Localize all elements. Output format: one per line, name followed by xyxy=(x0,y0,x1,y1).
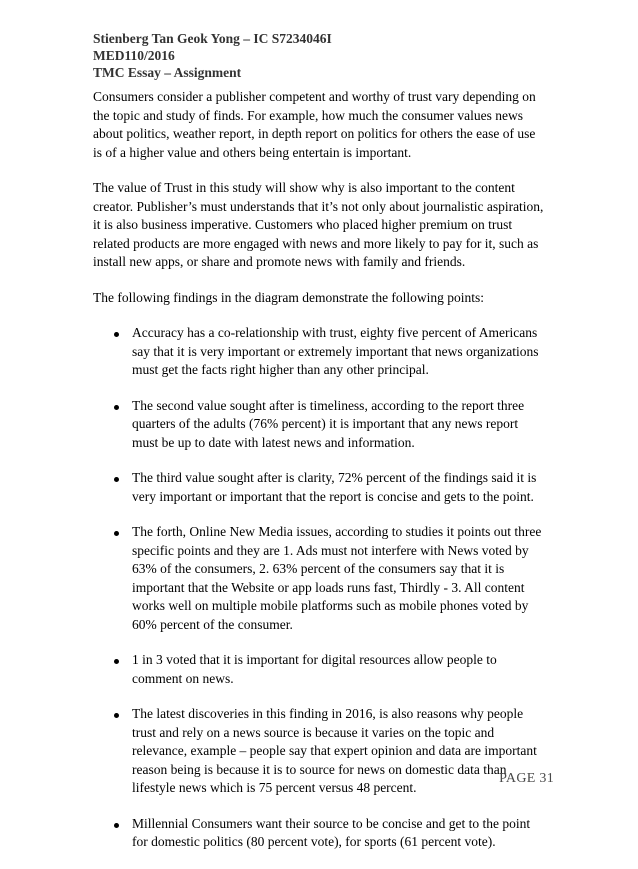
list-item xyxy=(93,815,545,852)
bullet-icon xyxy=(114,477,119,482)
list-item-text: Accuracy has a co-relationship with trust, eighty five percent of Americans say that it is very important or extremely important that news organizations must get the facts right higher than any other principal. xyxy=(132,325,539,377)
list-item-text: The third value sought after is clarity, 72% percent of the findings said it is very important or important that the report is concise and gets to the point. xyxy=(132,470,537,504)
bullet-icon xyxy=(114,531,119,536)
list-item xyxy=(93,705,545,798)
bullet-icon xyxy=(114,405,119,410)
list-item xyxy=(93,651,545,688)
paragraph-findings-lead: The following findings in the diagram demonstrate the following points: xyxy=(93,289,485,305)
bullet-icon xyxy=(114,332,119,337)
list-item xyxy=(93,523,545,634)
paragraph-trust-value: The value of Trust in this study will show why is also important to the content creator. Publisher’s must understands that it’s not only about journalistic aspiration, it is also business imperative. Customers who placed higher premium on trust related products are more engaged with news and more likely to pay for it, such as install new apps, or share and promote news with family and friends. xyxy=(93,180,544,269)
document-body xyxy=(93,88,545,869)
bullet-icon xyxy=(114,659,119,664)
paragraph-intro: Consumers consider a publisher competent and worthy of trust vary depending on the topic and study of finds. For example, how much the consumer values news about politics, weather report, in depth report on politics for others the ease of use is of a higher value and others being entertain is important. xyxy=(93,89,536,160)
bullet-icon xyxy=(114,823,119,828)
list-item-text: The second value sought after is timeliness, according to the report three quarters of the adults (76% percent) it is important that any news report must be up to date with latest news and information. xyxy=(132,397,525,450)
assignment-title: TMC Essay – Assignment xyxy=(93,65,242,80)
list-item-text: 1 in 3 voted that it is important for digital resources allow people to comment on news. xyxy=(132,652,497,686)
list-item-text: The forth, Online New Media issues, according to studies it points out three specific points and they are 1. Ads must not interfere with News voted by 63% of the consumers, 2. 63% percent of the consumers say that it is important that the Website or app loads runs fast, Thirdly - 3. All content works well on multiple mobile platforms such as mobile phones voted by 60% percent of the consumer. xyxy=(132,524,542,632)
bullet-icon xyxy=(114,713,119,718)
list-item xyxy=(93,324,545,380)
document-header xyxy=(93,30,553,81)
list-item-text: Millennial Consumers want their source to be concise and get to the point for domestic politics (80 percent vote), for sports (61 percent vote). xyxy=(132,815,531,849)
list-item xyxy=(93,469,545,506)
list-item-text: The latest discoveries in this finding in 2016, is also reasons why people trust and rely on a news source is because it varies on the topic and relevance, example – people say that expert opinion and data are important reason being is because it is to source for news on domestic data than lifestyle news which is 75 percent versus 48 percent. xyxy=(132,706,537,795)
list-item xyxy=(93,397,545,453)
page-number: PAGE 31 xyxy=(499,771,554,786)
findings-list xyxy=(93,324,545,852)
author-line: Stienberg Tan Geok Yong – IC S7234046I xyxy=(93,31,332,46)
course-code: MED110/2016 xyxy=(93,48,175,63)
